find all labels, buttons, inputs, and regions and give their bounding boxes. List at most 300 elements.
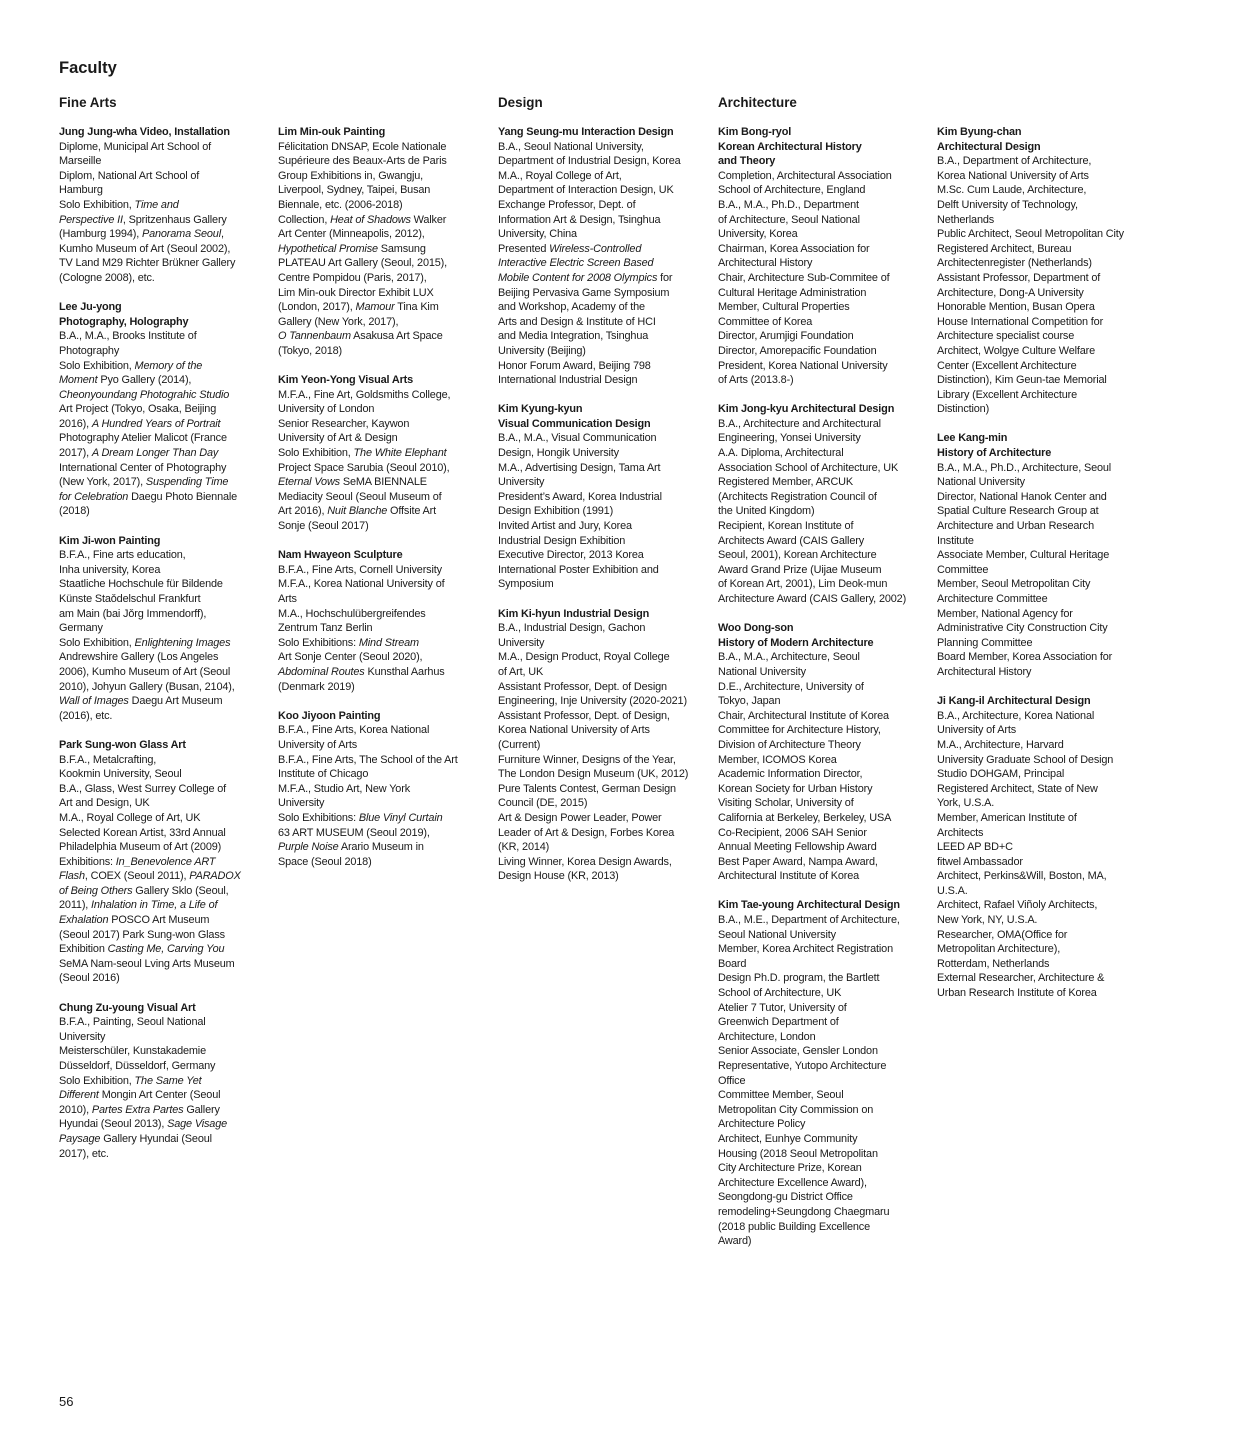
- entry-line: Exhibition Casting Me, Carving You: [59, 943, 225, 956]
- entry-line: Living Winner, Korea Design Awards,: [498, 855, 672, 868]
- entry-line: School of Architecture, UK: [718, 987, 842, 1000]
- italic-title: Wireless-Controlled: [549, 242, 642, 255]
- italic-title: PARADOX: [189, 870, 241, 883]
- entry-line: B.F.A., Fine Arts, The School of the Art: [278, 753, 458, 766]
- entry-line: The London Design Museum (UK, 2012): [498, 768, 689, 781]
- faculty-name-field: Kim Ji-won Painting: [59, 534, 161, 547]
- entry-line: Meisterschüler, Kunstakademie: [59, 1045, 206, 1058]
- italic-title: for Celebration: [59, 490, 129, 503]
- entry-line: M.A., Advertising Design, Tama Art: [498, 461, 661, 474]
- italic-title: A Hundred Years of Portrait: [91, 417, 221, 430]
- entry-line: Completion, Architectural Association: [718, 169, 892, 182]
- faculty-name-field: Ji Kang-il Architectural Design: [937, 695, 1091, 708]
- entry-line: Cultural Heritage Administration: [718, 286, 867, 299]
- entry-line: Abdominal Routes Kunsthal Aarhus: [278, 665, 445, 678]
- entry-line: Mediacity Seoul (Seoul Museum of: [278, 490, 442, 503]
- entry-line: Künste Staǒdelschul Frankfurt: [59, 593, 201, 605]
- section-title: [937, 95, 1142, 125]
- entry-line: B.A., Architecture, Korea National: [937, 709, 1095, 722]
- italic-title: Partes Extra Partes: [91, 1103, 184, 1116]
- entry-line: M.F.A., Fine Art, Goldsmiths College,: [278, 388, 451, 401]
- entry-line: M.A., Royal College of Art, UK: [59, 811, 201, 824]
- entry-line: Pure Talents Contest, German Design: [498, 782, 676, 795]
- entry-line: Board Member, Korea Association for: [937, 651, 1113, 664]
- entry-line: Sonje (Seoul 2017): [278, 520, 369, 533]
- section-title: [278, 95, 483, 125]
- entry-line: Executive Director, 2013 Korea: [498, 549, 644, 562]
- faculty-entry: [718, 898, 923, 1248]
- entry-line: Member, American Institute of: [937, 811, 1077, 824]
- entry-line: Leader of Art & Design, Forbes Korea: [498, 826, 675, 839]
- entry-line: Department of Interaction Design, UK: [498, 184, 674, 197]
- entry-line: Art and Design, UK: [59, 797, 150, 810]
- faculty-entry: [498, 607, 703, 884]
- entry-line: B.A., M.A., Brooks Institute of: [59, 330, 197, 343]
- entry-line: Rotterdam, Netherlands: [937, 957, 1050, 970]
- entry-line: Beijing Pervasiva Game Symposium: [498, 286, 670, 299]
- entry-line: Visiting Scholar, University of: [718, 797, 854, 810]
- entry-line: Staatliche Hochschule für Bildende: [59, 578, 223, 591]
- entry-line: Art & Design Power Leader, Power: [498, 811, 662, 824]
- entry-line: Director, National Hanok Center and: [937, 490, 1107, 503]
- faculty-entry: [278, 709, 483, 870]
- entry-line: Exhibitions: In_Benevolence ART: [59, 855, 216, 868]
- italic-title: A Dream Longer Than Day: [91, 447, 219, 460]
- italic-title: Hypothetical Promise: [278, 242, 378, 255]
- entry-line: Kookmin University, Seoul: [59, 768, 182, 781]
- entry-line: Urban Research Institute of Korea: [937, 987, 1097, 1000]
- entry-line: External Researcher, Architecture &: [937, 972, 1105, 985]
- italic-title: Exhalation: [59, 914, 109, 927]
- entry-line: Design Exhibition (1991): [498, 505, 614, 518]
- entry-line: Annual Meeting Fellowship Award: [718, 841, 877, 854]
- entry-line: Flash, COEX (Seoul 2011), PARADOX: [59, 870, 241, 883]
- entry-line: Division of Architecture Theory: [718, 738, 861, 751]
- faculty-name-field: Woo Dong-son: [718, 622, 794, 635]
- entry-line: (Seoul 2016): [59, 972, 120, 985]
- entry-line: (New York, 2017), Suspending Time: [59, 476, 229, 489]
- entry-line: Architects Award (CAIS Gallery: [718, 534, 865, 547]
- faculty-name-field: Photography, Holography: [59, 315, 189, 328]
- entry-line: Architects: [937, 826, 984, 839]
- entry-line: Metropolitan Architecture),: [937, 943, 1061, 956]
- entry-line: M.A., Hochschulübergreifendes: [278, 607, 426, 620]
- italic-title: The Same Yet: [134, 1074, 202, 1087]
- entry-line: Design House (KR, 2013): [498, 870, 619, 883]
- column-fine-arts: [59, 95, 264, 1176]
- entry-line: LEED AP BD+C: [937, 841, 1013, 854]
- entry-line: 2006), Kumho Museum of Art (Seoul: [59, 665, 231, 678]
- entry-line: Architect, Eunhye Community: [718, 1132, 858, 1145]
- entry-line: University: [278, 797, 325, 810]
- faculty-entry: [59, 534, 264, 724]
- entry-line: Chairman, Korea Association for: [718, 242, 870, 255]
- entry-line: [498, 256, 703, 271]
- entry-line: 63 ART MUSEUM (Seoul 2019),: [278, 826, 430, 839]
- entry-line: of Korean Art, 2001), Lim Deok-mun: [718, 578, 888, 591]
- entry-line: Kumho Museum of Art (Seoul 2002),: [59, 242, 231, 255]
- entry-line: Gallery (New York, 2017),: [278, 315, 399, 328]
- entry-line: Hamburg: [59, 184, 103, 197]
- column-architecture-2: [937, 95, 1142, 1015]
- entry-line: Chair, Architectural Institute of Korea: [718, 709, 889, 722]
- entry-line: Collection, Heat of Shadows Walker: [278, 213, 447, 226]
- entry-line: Researcher, OMA(Office for: [937, 928, 1068, 941]
- italic-title: Mamour: [355, 301, 395, 314]
- entry-line: Design, Hongik University: [498, 447, 619, 460]
- italic-title: Flash: [59, 870, 85, 883]
- entry-line: Wall of Images Daegu Art Museum: [59, 695, 223, 708]
- entry-line: 2010), Johyun Gallery (Busan, 2104),: [59, 680, 235, 693]
- entry-line: B.A., M.A., Ph.D., Architecture, Seoul: [937, 461, 1112, 474]
- entry-line: Housing (2018 Seoul Metropolitan: [718, 1147, 878, 1160]
- italic-title: Casting Me, Carving You: [107, 943, 225, 956]
- entry-line: New York, NY, U.S.A.: [937, 914, 1038, 927]
- entry-line: Art Center (Minneapolis, 2012),: [278, 228, 425, 241]
- entry-line: (Denmark 2019): [278, 680, 355, 693]
- faculty-name-field: Kim Byung-chan: [937, 126, 1022, 138]
- entry-line: (2016), etc.: [59, 709, 113, 722]
- entry-line: Biennale, etc. (2006-2018): [278, 198, 403, 211]
- faculty-name-field: Lee Kang-min: [937, 432, 1008, 445]
- italic-title: Moment: [59, 374, 98, 387]
- entry-line: Mobile Content for 2008 Olympics for: [498, 271, 673, 284]
- entry-line: U.S.A.: [937, 884, 968, 897]
- entry-line: Eternal Vows SeMA BIENNALE: [278, 476, 427, 489]
- entry-line: University of Arts: [278, 738, 358, 751]
- entry-line: University of Art & Design: [278, 432, 398, 445]
- entry-line: Architectural History: [937, 665, 1032, 678]
- entry-line: M.Sc. Cum Laude, Architecture,: [937, 184, 1087, 197]
- italic-title: Paysage: [59, 1132, 101, 1145]
- entry-line: Architectural History: [718, 257, 813, 270]
- entry-line: Architect, Perkins&Will, Boston, MA,: [937, 870, 1107, 883]
- entry-line: National University: [718, 665, 806, 678]
- faculty-entry: [59, 125, 264, 286]
- entry-line: Member, Korea Architect Registration: [718, 943, 893, 956]
- entry-line: Committee: [937, 563, 989, 576]
- entry-line: California at Berkeley, Berkeley, USA: [718, 811, 892, 824]
- faculty-entry: [278, 373, 483, 534]
- entry-line: Senior Researcher, Kaywon: [278, 417, 410, 430]
- entry-line: B.A., M.A., Visual Communication: [498, 432, 657, 445]
- entry-line: A.A. Diploma, Architectural: [718, 447, 844, 460]
- entry-line: Korean Society for Urban History: [718, 782, 873, 795]
- entry-line: Public Architect, Seoul Metropolitan City: [937, 228, 1124, 241]
- faculty-entry: [59, 300, 264, 519]
- faculty-entry: [278, 548, 483, 694]
- entry-line: Architecture Award (CAIS Gallery, 2002): [718, 593, 907, 605]
- italic-title: Eternal Vows: [278, 476, 340, 489]
- entry-line: Award Grand Prize (Uijae Museum: [718, 563, 882, 576]
- faculty-name-field: Kim Tae-young Architectural Design: [718, 899, 900, 912]
- entry-line: Seoul, 2001), Korean Architecture: [718, 549, 877, 562]
- entry-line: International Poster Exhibition and: [498, 563, 659, 576]
- entry-line: Committee for Architecture History,: [718, 724, 881, 737]
- entry-line: International Center of Photography: [59, 461, 227, 474]
- entry-line: Seongdong-gu District Office: [718, 1191, 853, 1204]
- entry-line: Moment Pyo Gallery (2014),: [59, 374, 192, 387]
- entry-line: Solo Exhibition, The Same Yet: [59, 1074, 202, 1087]
- entry-line: M.A., Royal College of Art,: [498, 169, 622, 182]
- italic-title: Enlightening Images: [134, 636, 231, 649]
- entry-line: Korea National University of Arts: [937, 169, 1089, 182]
- faculty-name-field: Nam Hwayeon Sculpture: [278, 549, 403, 562]
- faculty-entry: [937, 431, 1142, 679]
- italic-title: Panorama Seoul: [141, 228, 221, 241]
- entry-line: Photography: [59, 344, 120, 357]
- entry-line: Solo Exhibition, Enlightening Images: [59, 636, 231, 649]
- faculty-entry: [498, 125, 703, 388]
- entry-line: Architecture Committee: [937, 593, 1048, 605]
- entry-line: Architecture, London: [718, 1030, 816, 1043]
- entry-line: University: [59, 1030, 106, 1043]
- faculty-entry: [718, 125, 923, 388]
- entry-line: Marseille: [59, 155, 102, 168]
- entry-line: Co-Recipient, 2006 SAH Senior: [718, 826, 867, 839]
- faculty-name-field: Lim Min-ouk Painting: [278, 126, 386, 138]
- entry-line: M.A., Design Product, Royal College: [498, 651, 670, 664]
- italic-title: Mobile Content for 2008 Olympics: [498, 271, 658, 284]
- entry-line: Assistant Professor, Department of: [937, 271, 1101, 284]
- entry-line: Council (DE, 2015): [498, 797, 588, 810]
- entry-line: Exchange Professor, Dept. of: [498, 198, 636, 211]
- entry-line: Architecture Policy: [718, 1118, 806, 1131]
- italic-title: Sage Visage: [167, 1118, 228, 1131]
- entry-line: University: [498, 636, 545, 649]
- entry-line: Greenwich Department of: [718, 1016, 839, 1029]
- column-design: [498, 95, 703, 898]
- section-title: Fine Arts: [59, 95, 117, 110]
- entry-line: Academic Information Director,: [718, 768, 863, 781]
- entry-line: Department of Industrial Design, Korea: [498, 155, 681, 168]
- entry-line: Solo Exhibition, Time and: [59, 198, 179, 211]
- entry-line: D.E., Architecture, University of: [718, 680, 864, 693]
- entry-line: Düsseldorf, Düsseldorf, Germany: [59, 1060, 216, 1072]
- entry-line: Architectenregister (Netherlands): [937, 257, 1092, 270]
- italic-title: Time and: [134, 198, 179, 211]
- entry-line: for Celebration Daegu Photo Biennale: [59, 490, 238, 503]
- entry-line: Seoul National University: [718, 928, 836, 941]
- faculty-name-field: Visual Communication Design: [498, 417, 651, 430]
- entry-line: University (Beijing): [498, 344, 586, 357]
- entry-line: the United Kingdom): [718, 505, 815, 518]
- entry-line: Member, Cultural Properties: [718, 301, 850, 314]
- italic-title: The White Elephant: [353, 447, 447, 460]
- entry-line: Atelier 7 Tutor, University of: [718, 1001, 847, 1014]
- entry-line: School of Architecture, England: [718, 184, 866, 197]
- entry-line: President’s Award, Korea Industrial: [498, 490, 662, 503]
- entry-line: B.A., Seoul National University,: [498, 140, 644, 153]
- entry-line: Spatial Culture Research Group at: [937, 505, 1099, 518]
- entry-line: Member, National Agency for: [937, 607, 1073, 620]
- entry-line: Assistant Professor, Dept. of Design,: [498, 709, 670, 722]
- italic-title: Inhalation in Time, a Life of: [91, 899, 218, 912]
- entry-line: Award): [718, 1235, 752, 1248]
- entry-line: B.F.A., Painting, Seoul National: [59, 1016, 206, 1029]
- faculty-name-field: Korean Architectural History: [718, 140, 862, 153]
- entry-line: of Art, UK: [498, 665, 544, 678]
- entry-line: Perspective II, Spritzenhaus Gallery: [59, 213, 227, 226]
- italic-title: Mind Stream: [358, 636, 419, 649]
- entry-line: Assistant Professor, Dept. of Design: [498, 680, 667, 693]
- entry-line: University Graduate School of Design: [937, 753, 1114, 766]
- entry-line: Registered Architect, Bureau: [937, 242, 1072, 255]
- entry-line: Group Exhibitions in, Gwangju,: [278, 169, 424, 182]
- entry-line: of Architecture, Seoul National: [718, 213, 860, 226]
- entry-line: Solo Exhibition, The White Elephant: [278, 447, 447, 460]
- entry-line: 2011), Inhalation in Time, a Life of: [59, 899, 218, 912]
- faculty-name-field: Chung Zu-young Visual Art: [59, 1001, 196, 1014]
- italic-title: of Being Others: [59, 884, 133, 897]
- entry-line: B.A., Glass, West Surrey College of: [59, 782, 227, 795]
- faculty-name-field: Kim Bong-ryol: [718, 126, 792, 138]
- entry-line: Architecture Excellence Award),: [718, 1176, 867, 1189]
- faculty-entry: [498, 402, 703, 592]
- entry-line: M.F.A., Korea National University of: [278, 578, 445, 591]
- entry-line: Photography Atelier Malicot (France: [59, 432, 227, 445]
- italic-title: Blue Vinyl Curtain: [358, 811, 443, 824]
- entry-line: Arts and Design & Institute of HCI: [498, 315, 656, 328]
- entry-line: Registered Member, ARCUK: [718, 476, 854, 489]
- entry-line: Center (Excellent Architecture: [937, 359, 1077, 372]
- entry-line: (KR, 2014): [498, 841, 550, 854]
- entry-line: Liverpool, Sydney, Taipei, Busan: [278, 184, 431, 197]
- entry-line: Committee of Korea: [718, 315, 813, 328]
- faculty-name-field: Architectural Design: [937, 140, 1041, 153]
- entry-line: Solo Exhibitions: Blue Vinyl Curtain: [278, 811, 443, 824]
- entry-line: B.A., M.A., Ph.D., Department: [718, 198, 859, 211]
- faculty-name-field: Kim Ki-hyun Industrial Design: [498, 607, 650, 620]
- entry-line: University of Arts: [937, 724, 1017, 737]
- entry-line: Solo Exhibition, Memory of the: [59, 359, 203, 372]
- entry-line: Architect, Wolgye Culture Welfare: [937, 344, 1096, 357]
- entry-line: Zentrum Tanz Berlin: [278, 622, 373, 635]
- entry-line: University, China: [498, 228, 577, 241]
- entry-line: Chair, Architecture Sub-Commitee of: [718, 271, 890, 284]
- entry-line: [59, 388, 264, 403]
- faculty-entry: [937, 125, 1142, 417]
- faculty-entry: [59, 1001, 264, 1162]
- entry-line: of Being Others Gallery Sklo (Seoul,: [59, 884, 229, 897]
- entry-line: Recipient, Korean Institute of: [718, 520, 854, 533]
- faculty-name-field: Koo Jiyoon Painting: [278, 709, 381, 722]
- entry-line: Andrewshire Gallery (Los Angeles: [59, 651, 219, 664]
- entry-line: B.A., M.A., Architecture, Seoul: [718, 651, 860, 664]
- entry-line: Diplom, National Art School of: [59, 169, 200, 182]
- entry-line: 2017), etc.: [59, 1147, 109, 1160]
- entry-line: (Current): [498, 738, 541, 751]
- entry-line: Paysage Gallery Hyundai (Seoul: [59, 1132, 212, 1145]
- entry-line: Board: [718, 957, 747, 970]
- entry-line: Netherlands: [937, 213, 995, 226]
- entry-line: Registered Architect, State of New: [937, 782, 1098, 795]
- entry-line: Information Art & Design, Tsinghua: [498, 213, 661, 226]
- faculty-name-field: History of Architecture: [937, 447, 1052, 460]
- entry-line: am Main (bai Jǒrg Immendorff),: [59, 607, 207, 620]
- entry-line: B.F.A., Fine Arts, Cornell University: [278, 563, 442, 576]
- entry-line: Distinction): [937, 403, 990, 416]
- entry-line: 2010), Partes Extra Partes Gallery: [59, 1103, 220, 1116]
- entry-line: Delft University of Technology,: [937, 198, 1078, 211]
- faculty-name-field: History of Modern Architecture: [718, 636, 874, 649]
- column-fine-arts-2: [278, 95, 483, 884]
- entry-line: Metropolitan City Commission on: [718, 1103, 874, 1116]
- entry-line: Korea National University of Arts: [498, 724, 650, 737]
- entry-line: Senior Associate, Gensler London: [718, 1045, 878, 1058]
- entry-line: 2017), A Dream Longer Than Day: [59, 447, 219, 460]
- entry-line: (2018 public Building Excellence: [718, 1220, 871, 1233]
- italic-title: Cheonyoundang Photograhic Studio: [59, 388, 230, 401]
- entry-line: remodeling+Seungdong Chaegmaru: [718, 1205, 890, 1218]
- entry-line: Germany: [59, 622, 103, 635]
- entry-line: Diplome, Municipal Art School of: [59, 140, 211, 153]
- entry-line: Best Paper Award, Nampa Award,: [718, 855, 878, 868]
- entry-line: B.F.A., Fine arts education,: [59, 549, 186, 562]
- entry-line: Lim Min-ouk Director Exhibit LUX: [278, 286, 434, 299]
- entry-line: Design Ph.D. program, the Bartlett: [718, 972, 880, 985]
- italic-title: Interactive Electric Screen Based: [498, 257, 654, 270]
- faculty-entry: [718, 402, 923, 606]
- entry-line: Director, Arumjigi Foundation: [718, 330, 854, 343]
- entry-line: O Tannenbaum Asakusa Art Space: [278, 330, 443, 343]
- entry-line: National University: [937, 476, 1025, 489]
- faculty-entry: [59, 738, 264, 986]
- italic-title: Wall of Images: [59, 695, 129, 708]
- entry-line: Industrial Design Exhibition: [498, 534, 626, 547]
- entry-line: Library (Excellent Architecture: [937, 388, 1078, 401]
- entry-line: of Arts (2013.8-): [718, 374, 794, 387]
- entry-line: Solo Exhibitions: Mind Stream: [278, 636, 419, 649]
- entry-line: Studio DOHGAM, Principal: [937, 768, 1065, 781]
- faculty-entry: [278, 125, 483, 359]
- italic-title: Different: [59, 1089, 99, 1102]
- entry-line: Architect, Rafael Viñoly Architects,: [937, 899, 1098, 912]
- entry-line: M.F.A., Studio Art, New York: [278, 782, 410, 795]
- faculty-name-field: Lee Ju-yong: [59, 301, 122, 314]
- entry-line: Administrative City Construction City: [937, 622, 1108, 635]
- entry-line: B.F.A., Metalcrafting,: [59, 753, 157, 766]
- italic-title: Heat of Shadows: [330, 213, 411, 226]
- italic-title: In_Benevolence ART: [115, 855, 216, 868]
- entry-line: Hypothetical Promise Samsung: [278, 242, 426, 255]
- entry-line: House International Competition for: [937, 315, 1104, 328]
- faculty-entry: [937, 694, 1142, 1000]
- entry-line: and Media Integration, Tsinghua: [498, 330, 649, 343]
- entry-line: Art Project (Tokyo, Osaka, Beijing: [59, 403, 217, 416]
- entry-line: University of London: [278, 403, 375, 416]
- entry-line: Representative, Yutopo Architecture: [718, 1060, 887, 1072]
- entry-line: University, Korea: [718, 228, 798, 241]
- faculty-name-field: Yang Seung-mu Interaction Design: [498, 126, 674, 138]
- entry-line: President, Korea National University: [718, 359, 888, 372]
- entry-line: Symposium: [498, 578, 554, 591]
- entry-line: Supérieure des Beaux-Arts de Paris: [278, 155, 447, 168]
- entry-line: Planning Committee: [937, 636, 1033, 649]
- italic-title: Nuit Blanche: [327, 505, 388, 518]
- entry-line: Hyundai (Seoul 2013), Sage Visage: [59, 1118, 228, 1131]
- entry-line: Purple Noise Arario Museum in: [278, 841, 424, 854]
- entry-line: (Hamburg 1994), Panorama Seoul,: [59, 228, 224, 241]
- entry-line: Architecture specialist course: [937, 330, 1075, 343]
- section-title: Architecture: [718, 95, 797, 110]
- entry-line: Association School of Architecture, UK: [718, 461, 899, 474]
- italic-title: Purple Noise: [278, 841, 339, 854]
- entry-line: (London, 2017), Mamour Tina Kim: [278, 301, 439, 314]
- entry-line: B.A., Industrial Design, Gachon: [498, 622, 646, 635]
- entry-line: SeMA Nam-seoul Lving Arts Museum: [59, 957, 235, 970]
- entry-line: Félicitation DNSAP, Ecole Nationale: [278, 140, 447, 153]
